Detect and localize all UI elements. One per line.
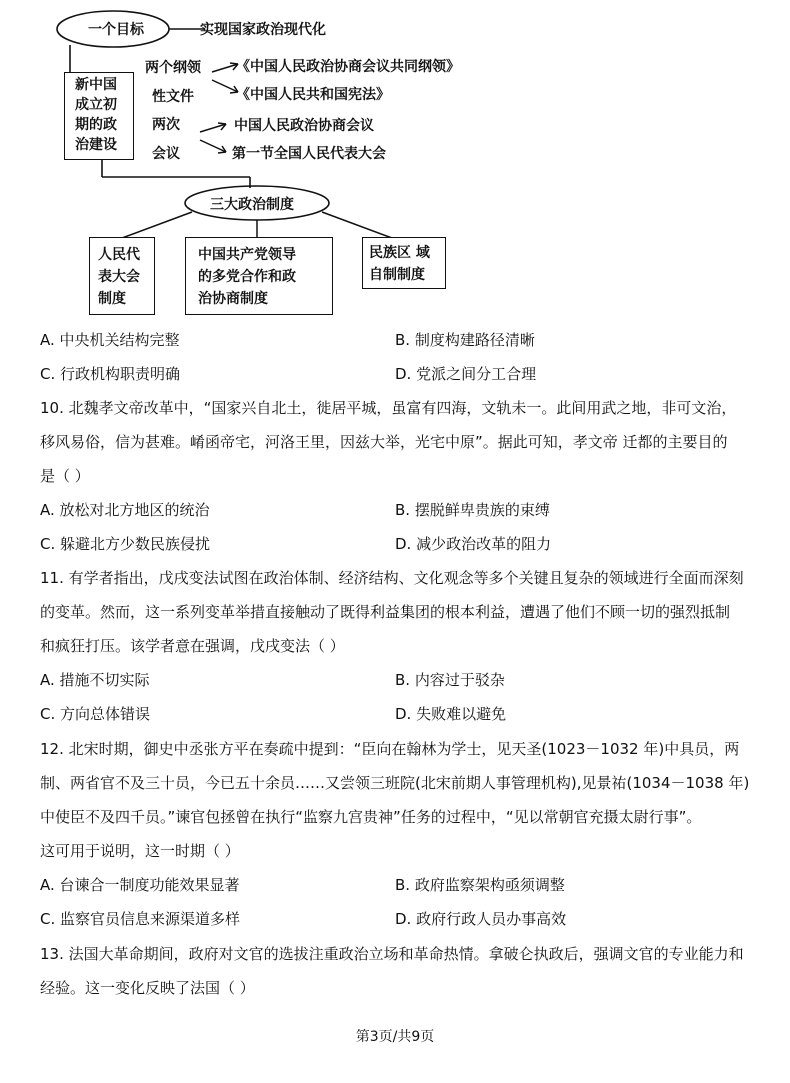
q12-stem-line: 中使臣不及四千员。”谏官包拯曾在执行“监察九宫贵神”任务的过程中，“见以常朝官充摄太尉行事”。 — [40, 808, 702, 826]
goal-label: 一个目标 — [88, 22, 144, 38]
system-1-line: 人民代 — [98, 247, 140, 263]
center-box-line: 治建设 — [75, 137, 117, 153]
system-3-line: 自制制度 — [369, 267, 425, 283]
system-1-line: 制度 — [98, 291, 126, 307]
system-box-1 — [89, 237, 155, 315]
q13-stem-line: 13. 法国大革命期间，政府对文官的选拔注重政治立场和革命热情。拿破仑执政后，强调文官的专业能力和 — [40, 945, 744, 963]
system-2-line: 治协商制度 — [198, 291, 268, 307]
q10-option-a: A. 放松对北方地区的统治 — [40, 501, 210, 519]
q13-stem-line: 经验。这一变化反映了法国（ ） — [40, 979, 255, 997]
systems-label: 三大政治制度 — [210, 197, 294, 213]
q10-option-b: B. 摆脱鲜卑贵族的束缚 — [395, 501, 550, 519]
center-box-line: 成立初 — [75, 97, 117, 113]
branch-left — [122, 212, 192, 238]
q12-option-b: B. 政府监察架构亟须调整 — [395, 876, 565, 894]
center-box-line: 期的政 — [75, 117, 117, 133]
q10-stem-line: 是（ ） — [40, 467, 90, 485]
q11-stem-line: 的变革。然而，这一系列变革举措直接触动了既得利益集团的根本利益，遭遇了他们不顾一切的强烈抵制 — [40, 603, 731, 621]
q9-option-a: A. 中央机关结构完整 — [40, 331, 180, 349]
q10-stem-line: 移风易俗，信为甚难。崤函帝宅，河洛王里，因兹大举，光宅中原”。据此可知，孝文帝 迁都的主要目的 — [40, 433, 728, 451]
doc-2: 《中国人民共和国宪法》 — [236, 87, 390, 103]
meet-label-2: 会议 — [152, 146, 180, 162]
q9-option-b: B. 制度构建路径清晰 — [395, 331, 535, 349]
q11-stem-line: 和疯狂打压。该学者意在强调，戊戌变法（ ） — [40, 637, 345, 655]
meeting-2: 第一节全国人民代表大会 — [232, 146, 386, 162]
q10-option-d: D. 减少政治改革的阻力 — [395, 535, 552, 553]
q10-stem-line: 10. 北魏孝文帝改革中，“国家兴自北土，徙居平城，虽富有四海，文轨未一。此间用武之地，非可文治， — [40, 399, 737, 417]
meet-label-1: 两次 — [152, 117, 180, 133]
q12-stem-line: 12. 北宋时期，御史中丞张方平在奏疏中提到：“臣向在翰林为学士，见天圣(1023－1032 年)中具员，两 — [40, 740, 740, 758]
q11-option-c: C. 方向总体错误 — [40, 705, 151, 723]
doc-1: 《中国人民政治协商会议共同纲领》 — [236, 59, 460, 75]
goal-text: 实现国家政治现代化 — [200, 22, 326, 38]
q9-option-c: C. 行政机构职责明确 — [40, 365, 181, 383]
system-2-line: 中国共产党领导 — [198, 247, 296, 263]
q10-option-c: C. 躲避北方少数民族侵扰 — [40, 535, 211, 553]
system-1-line: 表大会 — [98, 269, 140, 285]
q11-stem-line: 11. 有学者指出，戊戌变法试图在政治体制、经济结构、文化观念等多个关键且复杂的领域进行全面而深刻 — [40, 569, 744, 587]
q11-option-d: D. 失败难以避免 — [395, 705, 507, 723]
branch-right — [322, 212, 392, 238]
docs-label-1: 两个纲领 — [145, 60, 201, 76]
center-box — [64, 72, 134, 160]
q12-option-d: D. 政府行政人员办事高效 — [395, 910, 567, 928]
q12-stem-line: 这可用于说明，这一时期（ ） — [40, 842, 240, 860]
docs-label-2: 性文件 — [152, 89, 194, 105]
center-box-line: 新中国 — [75, 77, 117, 93]
q11-option-a: A. 措施不切实际 — [40, 671, 150, 689]
meeting-1: 中国人民政治协商会议 — [234, 118, 374, 134]
q9-option-d: D. 党派之间分工合理 — [395, 365, 537, 383]
system-3-line: 民族区 域 — [369, 245, 430, 261]
q12-option-a: A. 台谏合一制度功能效果显著 — [40, 876, 240, 894]
q11-option-b: B. 内容过于驳杂 — [395, 671, 505, 689]
system-box-3 — [362, 237, 446, 289]
q12-option-c: C. 监察官员信息来源渠道多样 — [40, 910, 241, 928]
system-2-line: 的多党合作和政 — [198, 269, 296, 285]
system-box-2 — [185, 237, 333, 315]
page-footer: 第3页/共9页 — [355, 1029, 435, 1045]
q12-stem-line: 制、两省官不及三十员，今已五十余员……又尝领三班院(北宋前期人事管理机构),见景祐(1034－1038 年) — [40, 774, 750, 792]
